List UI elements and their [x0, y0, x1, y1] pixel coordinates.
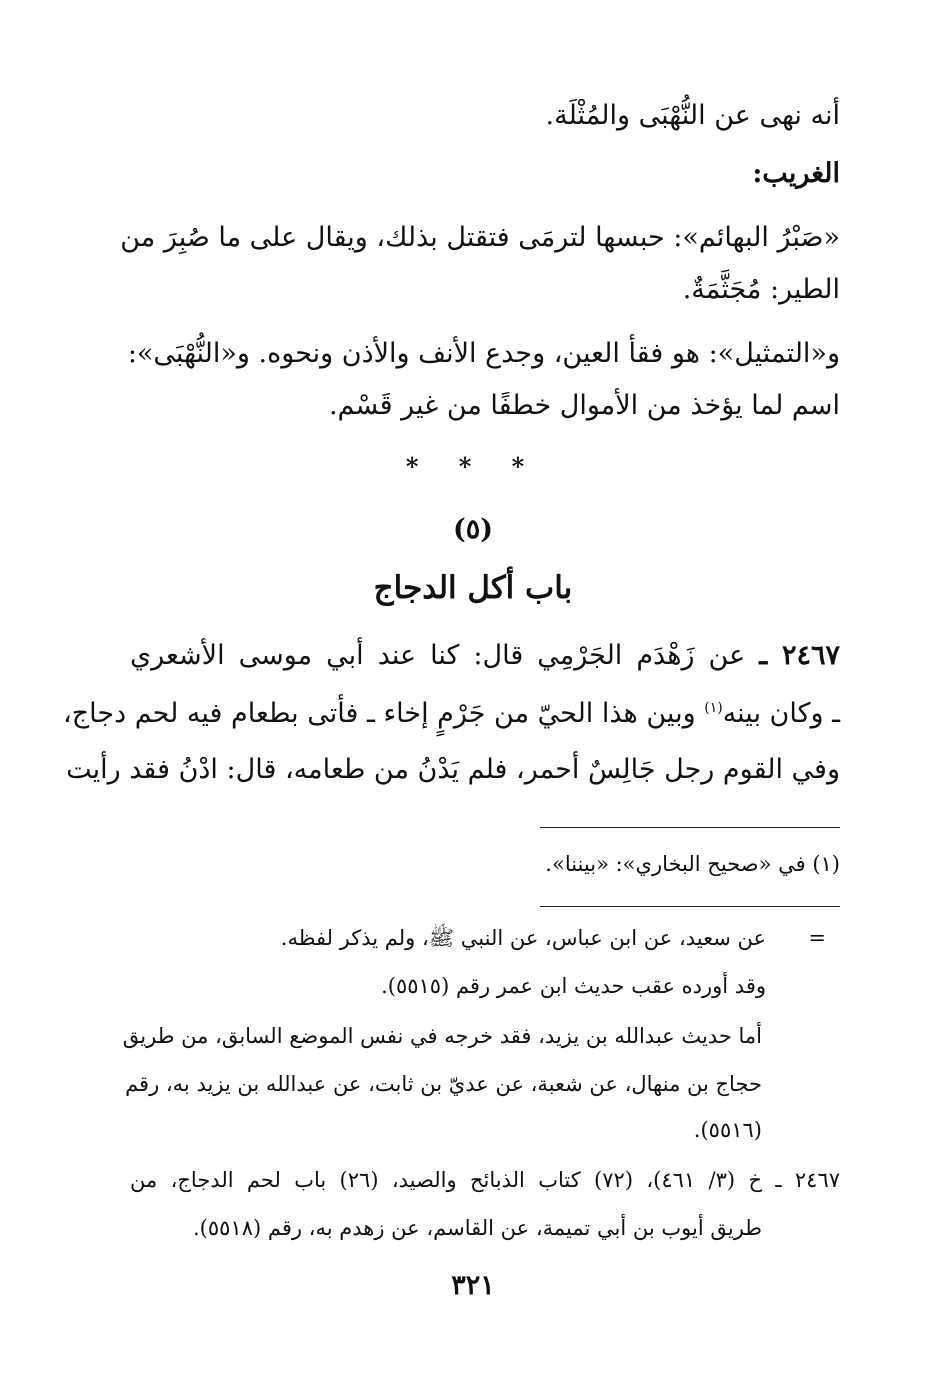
takhrij-line: طريق أيوب بن أبي تميمة، عن القاسم، عن زهدم به، رقم (٥٥١٨). — [192, 1216, 762, 1240]
hadith-text: وبين هذا الحيّ من جَرْمٍ إخاء ـ فأتى بطعام فيه لحم دجاج، — [63, 698, 705, 729]
footnote-line: وقد أورده عقب حديث ابن عمر رقم (٥٥١٥). — [381, 974, 766, 998]
page-number: ٣٢١ — [451, 1270, 495, 1301]
text-line: «صَبْرُ البهائم»: حبسها لترمَى فتقتل بذلك، ويقال على ما صُبِرَ من — [120, 222, 840, 253]
text-line: و«التمثيل»: هو فقأ العين، وجدع الأنف والأذن ونحوه. و«النُّهْبَى»: — [127, 338, 840, 369]
section-title: باب أكل الدجاج — [373, 570, 573, 606]
footnote-marker: (١) — [704, 700, 723, 716]
continuation-marker: = — [808, 926, 826, 950]
footnote-divider — [540, 827, 840, 828]
takhrij-line: ٢٤٦٧ ـ خ (٣/ ٤٦١)، (٧٢) كتاب الذبائح والصيد، (٢٦) باب لحم الدجاج، من — [130, 1168, 841, 1192]
hadith-line: وفي القوم رجل جَالِسٌ أحمر، فلم يَدْنُ من طعامه، قال: ادْنُ فقد رأيت — [66, 754, 840, 785]
hadith-line — [63, 694, 840, 734]
text-line: الطير: مُجَثَّمَةٌ. — [682, 274, 840, 305]
text-line: أنه نهى عن النُّهْبَى والمُثْلَة. — [545, 100, 840, 131]
footnote-line: (٥٥١٦). — [693, 1118, 762, 1142]
footnote-line: حجاج بن منهال، عن شعبة، عن عديّ بن ثابت، عن عبدالله بن يزيد به، رقم — [125, 1072, 762, 1096]
section-separator: * * * — [405, 452, 541, 481]
hadith-text: عن زَهْدَم الجَرْمِي قال: كنا عند أبي موسى الأشعري — [130, 640, 746, 671]
hadith-line — [130, 636, 840, 676]
footnote-line: أما حديث عبدالله بن يزيد، فقد خرجه في نفس الموضع السابق، من طريق — [122, 1024, 762, 1048]
section-number: (٥) — [452, 514, 494, 545]
text-line: اسم لما يؤخذ من الأموال خطفًا من غير قَسْم. — [328, 390, 840, 421]
footnote-line: عن سعيد، عن ابن عباس، عن النبي ﷺ، ولم يذكر لفظه. — [280, 926, 766, 950]
gharib-heading: الغريب: — [752, 158, 840, 189]
footnote-divider — [540, 906, 840, 907]
hadith-text: ـ وكان بينه — [722, 698, 840, 729]
footnote-1: (١) في «صحيح البخاري»: «بيننا». — [545, 852, 840, 876]
hadith-number: ٢٤٦٧ ـ — [759, 640, 841, 671]
